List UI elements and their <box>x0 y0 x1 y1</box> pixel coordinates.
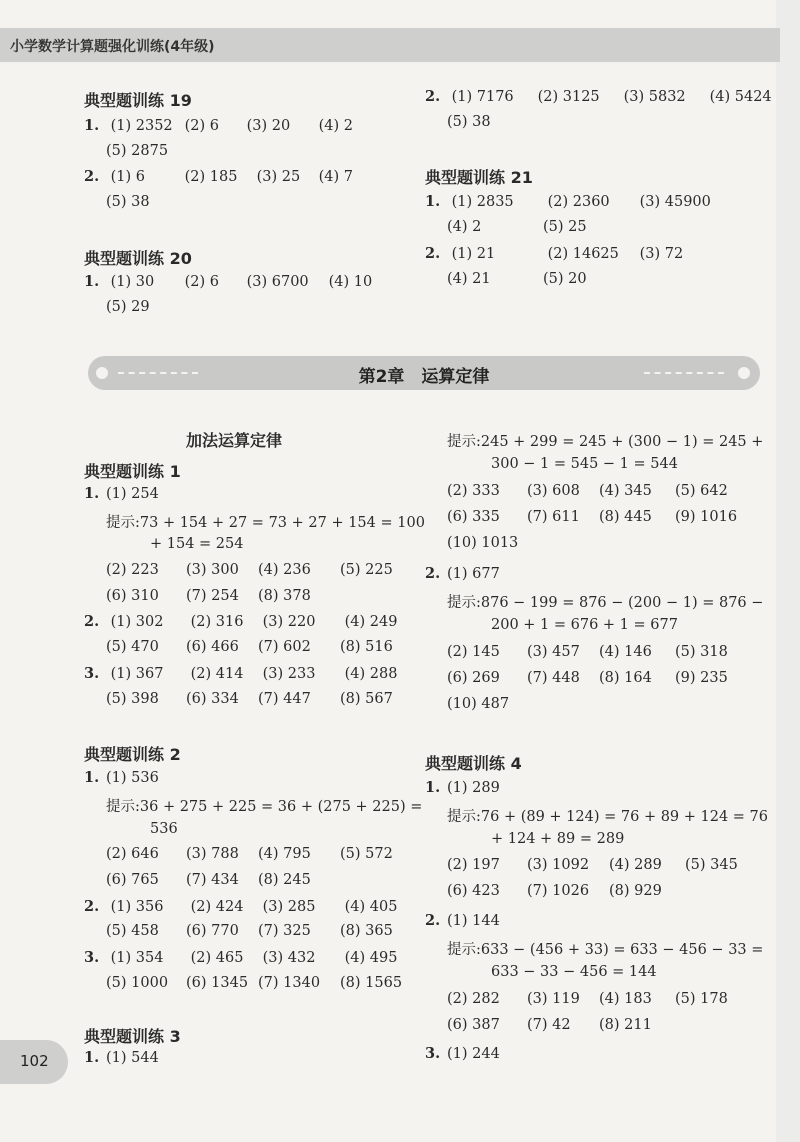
answer-line: (5) 29 <box>106 299 150 315</box>
answer-line: 1. (1) 536 <box>84 769 159 786</box>
answer-line: (10) 1013 <box>447 535 519 551</box>
hint-line: + 154 = 254 <box>150 536 244 552</box>
chapter-title: 第2章 运算定律 <box>358 367 490 387</box>
chapter-banner <box>88 356 760 390</box>
answer-line: (2) 145 (3) 457 (4) 146 (5) 318 <box>447 644 728 660</box>
topic-title: 加法运算定律 <box>186 431 283 450</box>
hint-line: 提示:76 + (89 + 124) = 76 + 89 + 124 = 76 <box>447 809 769 825</box>
answer-line: 2. (1) 677 <box>425 565 500 582</box>
answer-line: 3. (1) 354 (2) 465 (3) 432 (4) 495 <box>84 949 398 966</box>
answer-line: (4) 2 (5) 25 <box>447 219 587 235</box>
answer-line: 1. (1) 2352 (2) 6 (3) 20 (4) 2 <box>84 117 353 134</box>
section-title: 典型题训练 21 <box>425 168 533 187</box>
hint-line: 300 − 1 = 545 − 1 = 544 <box>491 456 678 472</box>
answer-line: 1. (1) 544 <box>84 1049 159 1066</box>
answer-line: (6) 310 (7) 254 (8) 378 <box>106 588 311 604</box>
answer-line: 2. (1) 356 (2) 424 (3) 285 (4) 405 <box>84 898 398 915</box>
hint-line: 提示:876 − 199 = 876 − (200 − 1) = 876 − <box>447 595 764 611</box>
answer-line: (2) 223 (3) 300 (4) 236 (5) 225 <box>106 562 393 578</box>
hint-line: 200 + 1 = 676 + 1 = 677 <box>491 617 678 633</box>
answer-line: (10) 487 <box>447 696 510 712</box>
answer-line: (5) 1000 (6) 1345 (7) 1340 (8) 1565 <box>106 975 403 991</box>
page-number: 102 <box>20 1052 49 1070</box>
answer-line: 2. (1) 144 <box>425 912 500 929</box>
answer-line: (4) 21 (5) 20 <box>447 271 587 287</box>
answer-line: 1. (1) 30 (2) 6 (3) 6700 (4) 10 <box>84 273 373 290</box>
answer-line: 1. (1) 254 <box>84 485 159 502</box>
answer-line: (5) 470 (6) 466 (7) 602 (8) 516 <box>106 639 393 655</box>
section-title: 典型题训练 19 <box>84 91 192 110</box>
answer-line: (2) 646 (3) 788 (4) 795 (5) 572 <box>106 846 393 862</box>
hint-line: 633 − 33 − 456 = 144 <box>491 964 657 980</box>
answer-line: (6) 765 (7) 434 (8) 245 <box>106 872 311 888</box>
section-title: 典型题训练 3 <box>84 1027 181 1046</box>
section-title: 典型题训练 2 <box>84 745 181 764</box>
hint-line: 提示:245 + 299 = 245 + (300 − 1) = 245 + <box>447 434 764 450</box>
hint-line: 提示:633 − (456 + 33) = 633 − 456 − 33 = <box>447 942 764 958</box>
running-header <box>0 28 780 62</box>
answer-line: (2) 333 (3) 608 (4) 345 (5) 642 <box>447 483 728 499</box>
answer-line: (5) 398 (6) 334 (7) 447 (8) 567 <box>106 691 393 707</box>
hint-line: 提示:36 + 275 + 225 = 36 + (275 + 225) = <box>106 799 423 815</box>
answer-line: (6) 335 (7) 611 (8) 445 (9) 1016 <box>447 509 738 525</box>
page-number-tab <box>0 1040 68 1084</box>
answer-line: 2. (1) 7176 (2) 3125 (3) 5832 (4) 5424 <box>425 88 772 105</box>
answer-line: (6) 387 (7) 42 (8) 211 <box>447 1017 652 1033</box>
answer-line: 2. (1) 21 (2) 14625 (3) 72 <box>425 245 684 262</box>
answer-line: 2. (1) 6 (2) 185 (3) 25 (4) 7 <box>84 168 353 185</box>
answer-line: (5) 38 <box>106 194 150 210</box>
answer-line: (6) 269 (7) 448 (8) 164 (9) 235 <box>447 670 728 686</box>
section-title: 典型题训练 4 <box>425 754 522 773</box>
hint-line: 536 <box>150 821 178 837</box>
hint-line: + 124 + 89 = 289 <box>491 831 625 847</box>
answer-line: (5) 458 (6) 770 (7) 325 (8) 365 <box>106 923 393 939</box>
answer-line: (2) 197 (3) 1092 (4) 289 (5) 345 <box>447 857 738 873</box>
answer-line: 1. (1) 2835 (2) 2360 (3) 45900 <box>425 193 711 210</box>
hint-line: 提示:73 + 154 + 27 = 73 + 27 + 154 = 100 <box>106 515 425 531</box>
answer-line: 2. (1) 302 (2) 316 (3) 220 (4) 249 <box>84 613 398 630</box>
book-title: 小学数学计算题强化训练(4年级) <box>10 39 215 55</box>
answer-line: (6) 423 (7) 1026 (8) 929 <box>447 883 662 899</box>
answer-line: (5) 2875 <box>106 143 169 159</box>
answer-line: (2) 282 (3) 119 (4) 183 (5) 178 <box>447 991 728 1007</box>
answer-line: 3. (1) 244 <box>425 1045 500 1062</box>
answer-line: (5) 38 <box>447 114 491 130</box>
answer-line: 3. (1) 367 (2) 414 (3) 233 (4) 288 <box>84 665 398 682</box>
section-title: 典型题训练 20 <box>84 249 192 268</box>
page-edge <box>776 0 800 1142</box>
section-title: 典型题训练 1 <box>84 462 181 481</box>
answer-line: 1. (1) 289 <box>425 779 500 796</box>
